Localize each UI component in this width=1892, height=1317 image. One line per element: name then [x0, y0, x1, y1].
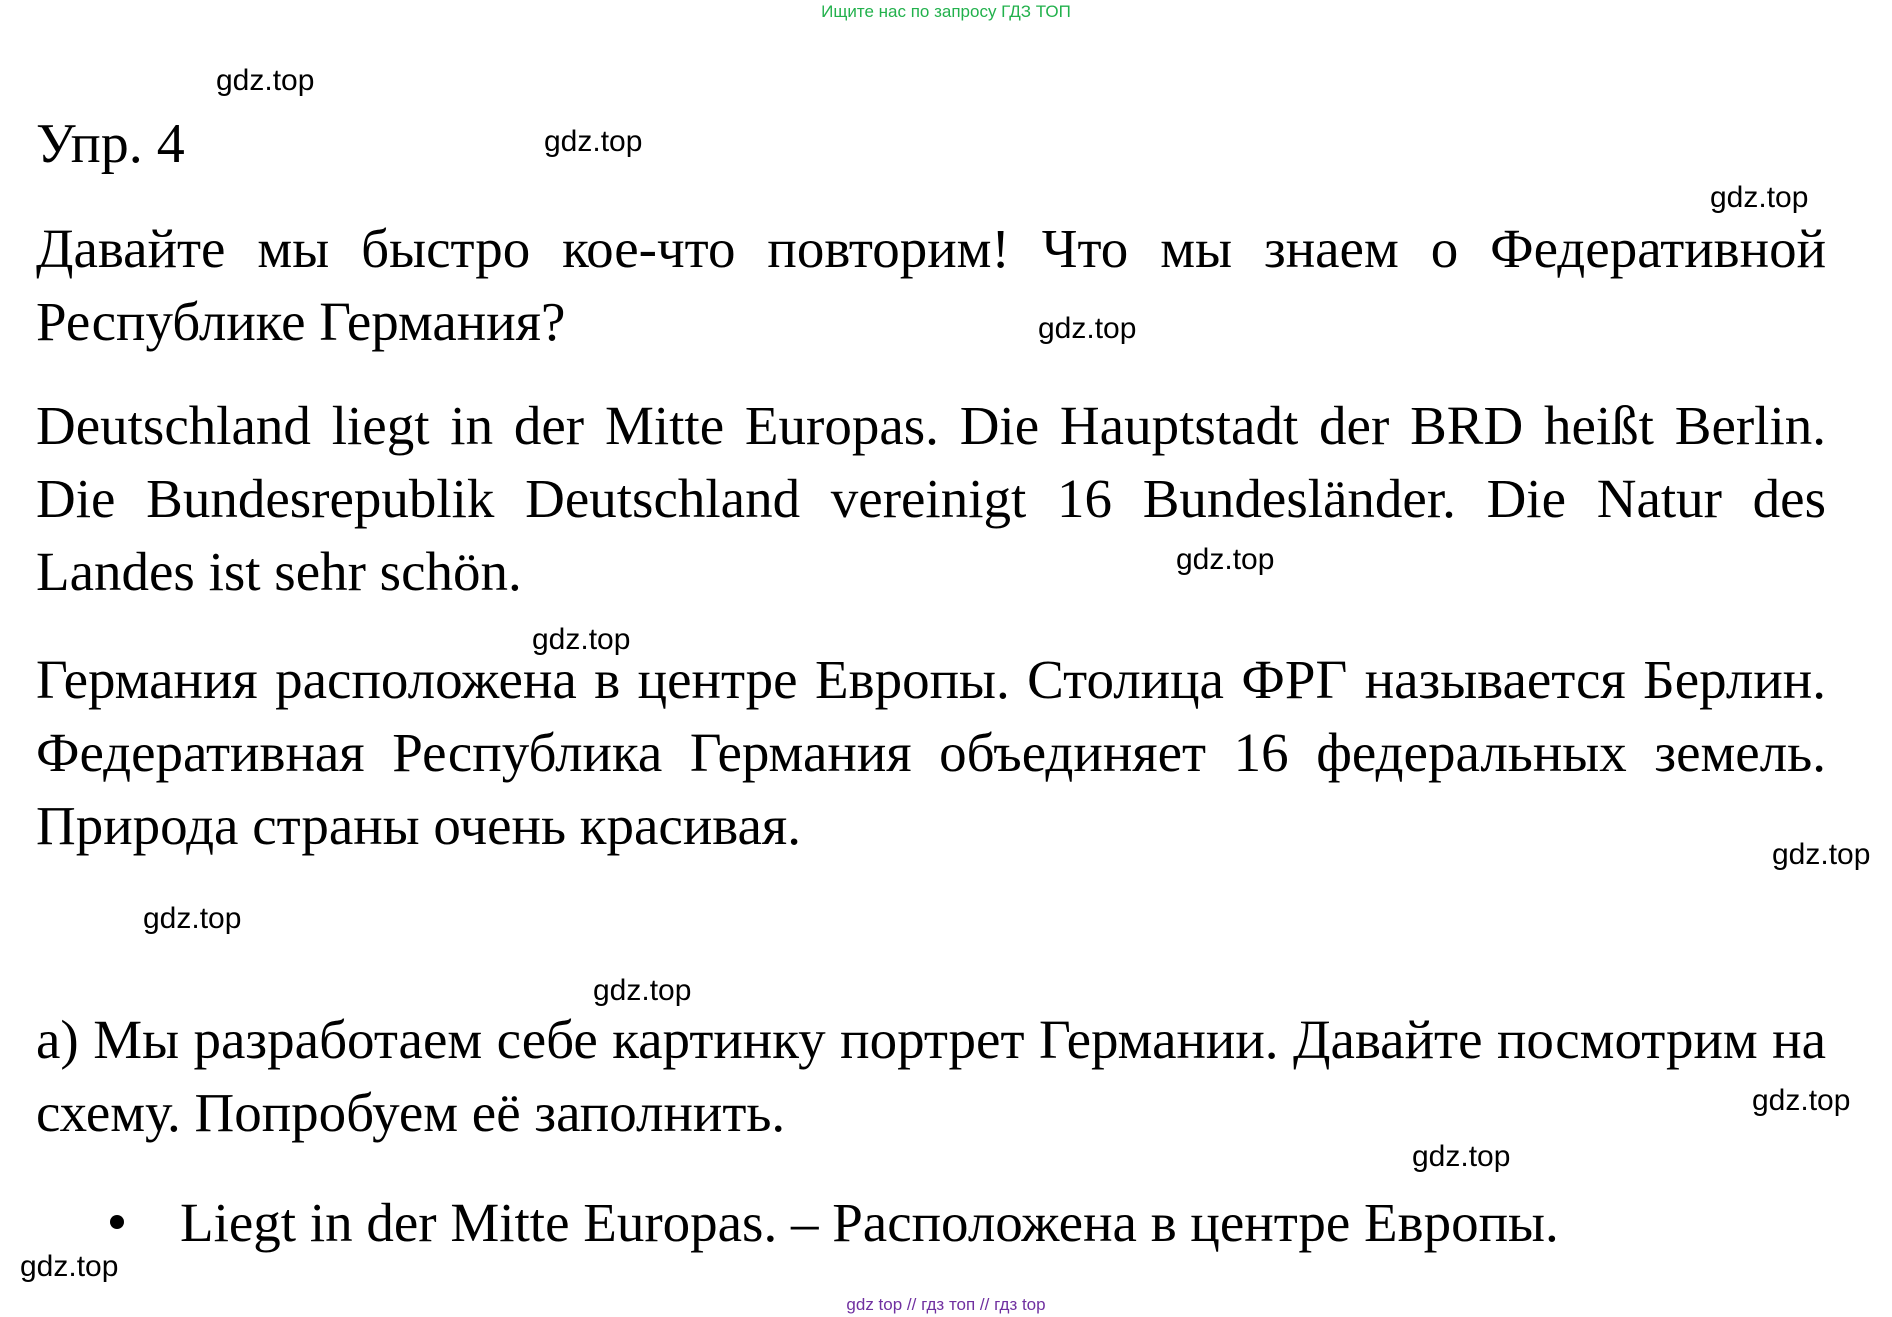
paragraph-german-text: Deutschland liegt in der Mitte Europas. Die Hauptstadt der BRD heißt Berlin. Die Bundesrepublik Deutschland vereinigt 16 Bundesländer. Die Natur des Landes ist sehr schön.: [36, 395, 1826, 602]
watermark: gdz.top: [532, 623, 631, 656]
watermark: gdz.top: [1752, 1084, 1851, 1117]
top-banner: Ищите нас по запросу ГДЗ ТОП: [821, 2, 1071, 21]
watermark: gdz.top: [1412, 1140, 1511, 1173]
exercise-title: Упр. 4: [36, 113, 185, 175]
watermark: gdz.top: [143, 902, 242, 935]
watermark: gdz.top: [593, 974, 692, 1007]
bullet-dot-icon: [110, 1215, 124, 1229]
paragraph-russian-translation: Германия расположена в центре Европы. Столица ФРГ называется Берлин. Федеративная Республика Германия объединяет 16 федеральных земель. Природа страны очень красивая.: [36, 649, 1826, 856]
paragraph-task-a: а) Мы разработаем себе картинку портрет Германии. Давайте посмотрим на схему. Попробуем её заполнить.: [36, 1009, 1826, 1143]
paragraph-intro-question: Давайте мы быстро кое-что повторим! Что мы знаем о Федеративной Республике Германия?: [36, 218, 1826, 352]
watermark: gdz.top: [1176, 543, 1275, 576]
watermark: gdz.top: [216, 64, 315, 97]
watermark: gdz.top: [1038, 312, 1137, 345]
watermark: gdz.top: [1710, 181, 1809, 214]
watermark: gdz.top: [20, 1250, 119, 1283]
bottom-footer: gdz top // гдз топ // гдз top: [846, 1295, 1046, 1314]
bullet-item-text: Liegt in der Mitte Europas. – Расположена в центре Европы.: [180, 1192, 1559, 1253]
watermark: gdz.top: [544, 125, 643, 158]
watermark: gdz.top: [1772, 838, 1871, 871]
bullet-item: [110, 1188, 1559, 1258]
